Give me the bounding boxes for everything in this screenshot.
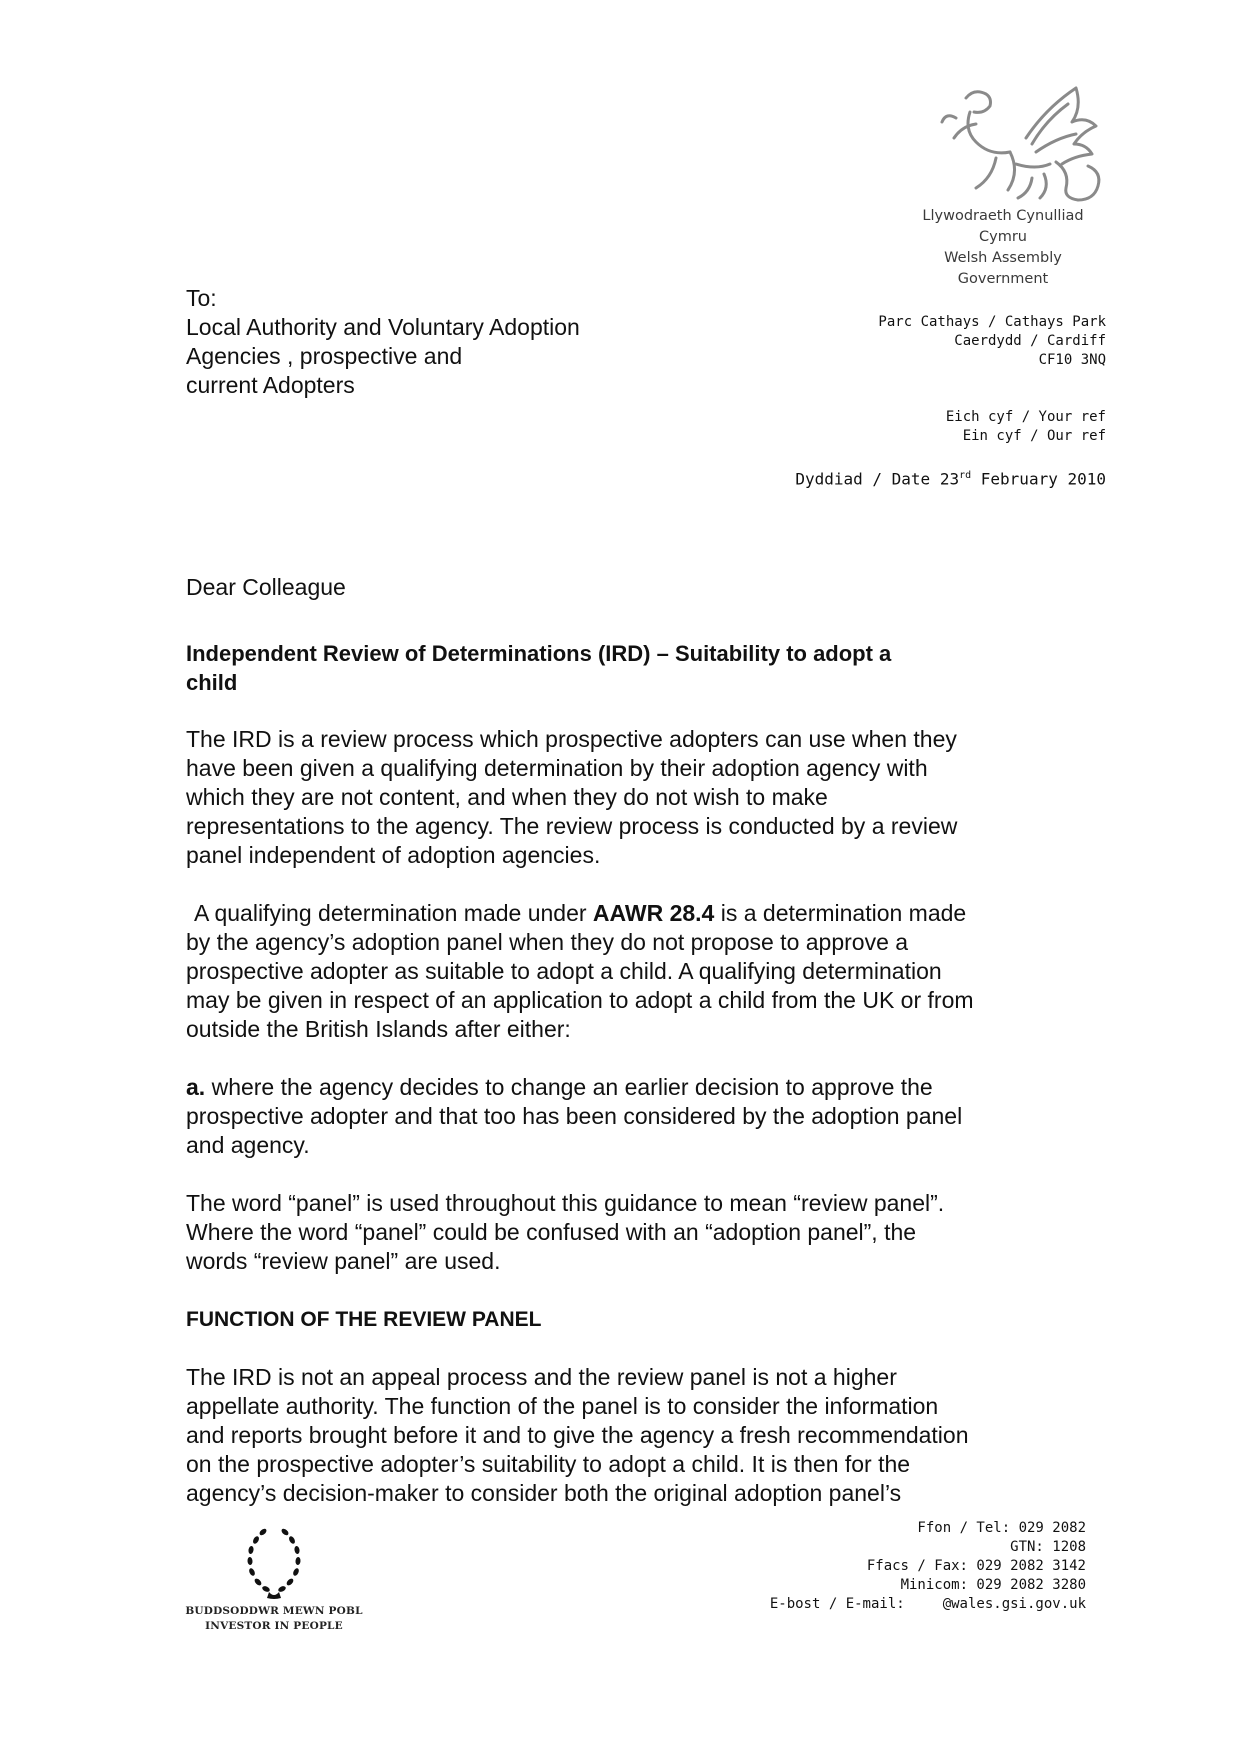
email-row — [770, 1595, 1086, 1614]
text-line: agency’s decision-maker to consider both the original adoption panel’s — [186, 1480, 902, 1506]
fax-number: Ffacs / Fax: 029 2082 3142 — [866, 1558, 1086, 1574]
text-line: representations to the agency. The review process is conducted by a review — [186, 813, 958, 839]
text-line: outside the British Islands after either: — [186, 1016, 571, 1042]
text-line: prospective adopter and that too has been considered by the adoption panel — [186, 1103, 963, 1129]
text-line: is a determination made — [714, 900, 967, 926]
greeting: Dear Colleague — [186, 574, 346, 600]
date-rest: February 2010 — [971, 469, 1106, 489]
gtn-number: GTN: 1208 — [1010, 1539, 1086, 1555]
recipient-line: current Adopters — [186, 372, 355, 398]
paragraph-intro — [186, 725, 1066, 870]
text-line: prospective adopter as suitable to adopt a child. A qualifying determination — [186, 958, 942, 984]
text-line: on the prospective adopter’s suitability to adopt a child. It is then for the — [186, 1451, 911, 1477]
text-line: appellate authority. The function of the panel is to consider the information — [186, 1393, 939, 1419]
recipient-line: Local Authority and Voluntary Adoption — [186, 314, 580, 340]
text-line: A qualifying determination made under — [194, 900, 593, 926]
subject-line — [186, 639, 1066, 697]
investor-in-people-badge — [184, 1522, 364, 1634]
date-label: Dyddiad / Date 23 — [795, 469, 960, 489]
text-line: The word “panel” is used throughout this guidance to mean “review panel”. — [186, 1190, 945, 1216]
recipient-line: Agencies , prospective and — [186, 343, 463, 369]
list-marker: a. — [186, 1074, 206, 1100]
text-line: by the agency’s adoption panel when they do not propose to approve a — [186, 929, 909, 955]
text-line: The IRD is a review process which prospective adopters can use when they — [186, 726, 957, 752]
text-line: panel independent of adoption agencies. — [186, 842, 601, 868]
contact-details — [770, 1519, 1086, 1614]
paragraph-terminology — [186, 1189, 1066, 1276]
organisation-name — [900, 206, 1106, 290]
sender-address — [878, 313, 1106, 370]
address-postcode: CF10 3NQ — [1038, 352, 1106, 368]
email-address: @wales.gsi.gov.uk — [942, 1596, 1086, 1612]
org-welsh-name: Llywodraeth Cynulliad Cymru — [922, 208, 1084, 245]
telephone: Ffon / Tel: 029 2082 — [917, 1520, 1086, 1536]
letter-date — [795, 465, 1106, 490]
subject-line-2: child — [186, 670, 238, 695]
your-ref: Eich cyf / Your ref — [945, 409, 1106, 425]
address-line: Caerdydd / Cardiff — [954, 333, 1106, 349]
paragraph-qualifying-determination — [186, 899, 1066, 1044]
address-line: Parc Cathays / Cathays Park — [878, 314, 1106, 330]
iip-english-text: INVESTOR IN PEOPLE — [205, 1620, 343, 1632]
text-line: and reports brought before it and to give the agency a fresh recommendation — [186, 1422, 969, 1448]
regulation-reference: AAWR 28.4 — [592, 900, 715, 926]
iip-welsh-text: BUDDSODDWR MEWN POBL — [185, 1605, 363, 1617]
paragraph-item-a — [186, 1073, 1066, 1160]
welsh-dragon-logo — [936, 78, 1108, 208]
text-line: have been given a qualifying determination by their adoption agency with — [186, 755, 928, 781]
text-line: The IRD is not an appeal process and the review panel is not a higher — [186, 1364, 897, 1390]
email-label: E-bost / E-mail: — [769, 1596, 905, 1612]
minicom-number: Minicom: 029 2082 3280 — [900, 1577, 1086, 1593]
text-line: which they are not content, and when they do not wish to make — [186, 784, 828, 810]
recipient-to-label: To: — [186, 285, 217, 311]
reference-block — [946, 408, 1106, 446]
section-heading: FUNCTION OF THE REVIEW PANEL — [186, 1308, 542, 1331]
paragraph-function — [186, 1363, 1066, 1508]
our-ref: Ein cyf / Our ref — [962, 428, 1106, 444]
laurel-wreath-icon — [241, 1522, 307, 1600]
recipient-block — [186, 284, 646, 400]
org-english-name: Welsh Assembly Government — [944, 250, 1062, 287]
text-line: where the agency decides to change an earlier decision to approve the — [205, 1074, 933, 1100]
text-line: and agency. — [186, 1132, 310, 1158]
letter-body — [186, 573, 1066, 1537]
date-suffix: rd — [959, 470, 972, 481]
text-line: words “review panel” are used. — [186, 1248, 501, 1274]
subject-line-1: Independent Review of Determinations (IRD) – Suitability to adopt a — [186, 641, 892, 666]
text-line: may be given in respect of an application to adopt a child from the UK or from — [186, 987, 974, 1013]
text-line: Where the word “panel” could be confused with an “adoption panel”, the — [186, 1219, 917, 1245]
